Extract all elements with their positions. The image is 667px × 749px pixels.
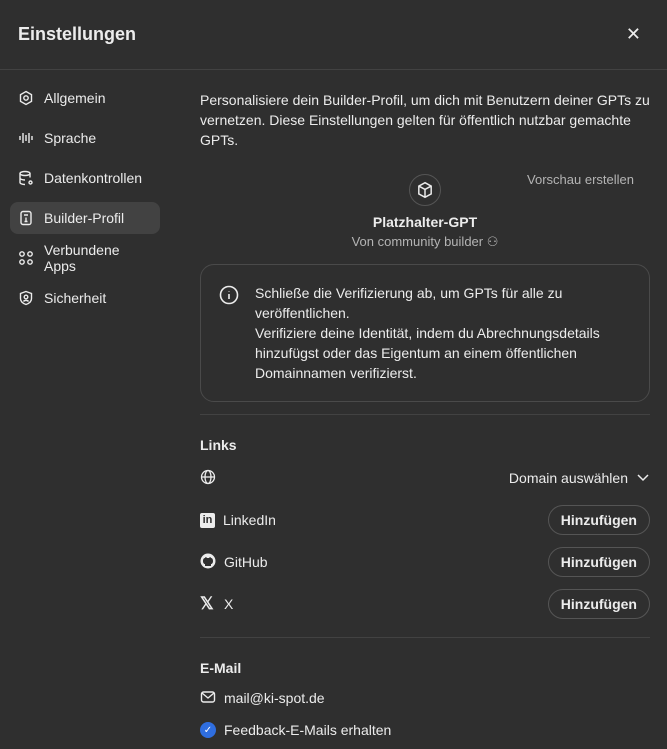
linkedin-icon: in xyxy=(200,513,215,528)
globe-icon xyxy=(200,469,216,488)
gpt-name: Platzhalter-GPT xyxy=(372,214,478,230)
sidebar-item-sicherheit[interactable] xyxy=(10,282,160,314)
close-button[interactable]: ✕ xyxy=(625,24,641,44)
email-heading: E-Mail xyxy=(200,660,242,676)
verification-notice xyxy=(200,264,650,402)
waveform-icon xyxy=(18,130,34,146)
id-card-icon xyxy=(18,210,34,226)
notice-line-1: Schließe die Verifizierung ab, um GPTs für alle zu veröffentlichen. xyxy=(255,285,563,321)
feedback-label: Feedback-E-Mails erhalten xyxy=(224,722,392,738)
sidebar-item-label: Datenkontrollen xyxy=(44,170,143,186)
domain-select[interactable] xyxy=(509,470,650,487)
sidebar-item-builder-profil[interactable] xyxy=(10,202,160,234)
sidebar-item-verbundene-apps[interactable] xyxy=(10,242,160,274)
domain-select-label: Domain auswählen xyxy=(508,470,628,486)
sidebar-item-datenkontrollen[interactable] xyxy=(10,162,160,194)
dialog-title: Einstellungen xyxy=(18,24,137,44)
sidebar-item-label: Builder-Profil xyxy=(44,210,125,226)
cube-icon xyxy=(409,174,441,206)
add-linkedin-button[interactable]: Hinzufügen xyxy=(548,505,650,535)
sidebar-item-allgemein[interactable] xyxy=(10,82,160,114)
sidebar-item-label: Allgemein xyxy=(44,90,106,106)
link-row-x xyxy=(200,583,650,625)
header xyxy=(0,0,667,70)
sidebar-item-label: Sicherheit xyxy=(44,290,107,306)
sidebar-item-label: Verbundene Apps xyxy=(44,242,120,274)
shield-icon xyxy=(18,290,34,306)
link-label: X xyxy=(224,596,234,612)
gpt-author-text: Von community builder xyxy=(351,234,484,249)
add-x-button[interactable]: Hinzufügen xyxy=(548,589,650,619)
add-github-button[interactable]: Hinzufügen xyxy=(548,547,650,577)
gpt-author xyxy=(200,234,650,250)
builder-profile-panel xyxy=(200,90,650,746)
database-icon xyxy=(18,170,34,186)
intro-text: Personalisiere dein Builder-Profil, um dich mit Benutzern deiner GPTs zu vernetzen. Diese Einstellungen gelten für öffentlich nutzbar gemachte GPTs. xyxy=(200,92,650,148)
apps-grid-icon xyxy=(18,250,34,266)
link-row-github xyxy=(200,541,650,583)
email-address: mail@ki-spot.de xyxy=(224,690,325,706)
links-heading: Links xyxy=(200,437,237,453)
mail-icon xyxy=(200,689,216,708)
x-logo-icon: 𝕏 xyxy=(200,594,214,613)
email-row xyxy=(200,682,650,714)
chevron-down-icon xyxy=(636,470,650,487)
gpt-preview xyxy=(200,174,650,250)
sidebar-item-label: Sprache xyxy=(44,130,97,146)
link-row-linkedin xyxy=(200,499,650,541)
preview-label: Vorschau erstellen xyxy=(527,172,634,187)
link-label: LinkedIn xyxy=(223,512,276,528)
divider xyxy=(200,414,650,415)
github-icon xyxy=(200,553,216,572)
info-icon xyxy=(219,285,239,305)
checkbox-checked-icon[interactable]: ✓ xyxy=(200,722,216,738)
domain-row xyxy=(200,457,650,499)
person-icon: ⚇ xyxy=(486,234,499,249)
feedback-row[interactable] xyxy=(200,714,650,746)
notice-line-2: Verifiziere deine Identität, indem du Abrechnungsdetails hinzufügst oder das Eigentum an einem öffentlichen Domainnamen verifizierst. xyxy=(255,325,600,381)
sidebar-item-sprache[interactable] xyxy=(10,122,160,154)
link-label: GitHub xyxy=(224,554,268,570)
sidebar xyxy=(10,82,160,322)
divider xyxy=(200,637,650,638)
gear-icon xyxy=(18,90,34,106)
